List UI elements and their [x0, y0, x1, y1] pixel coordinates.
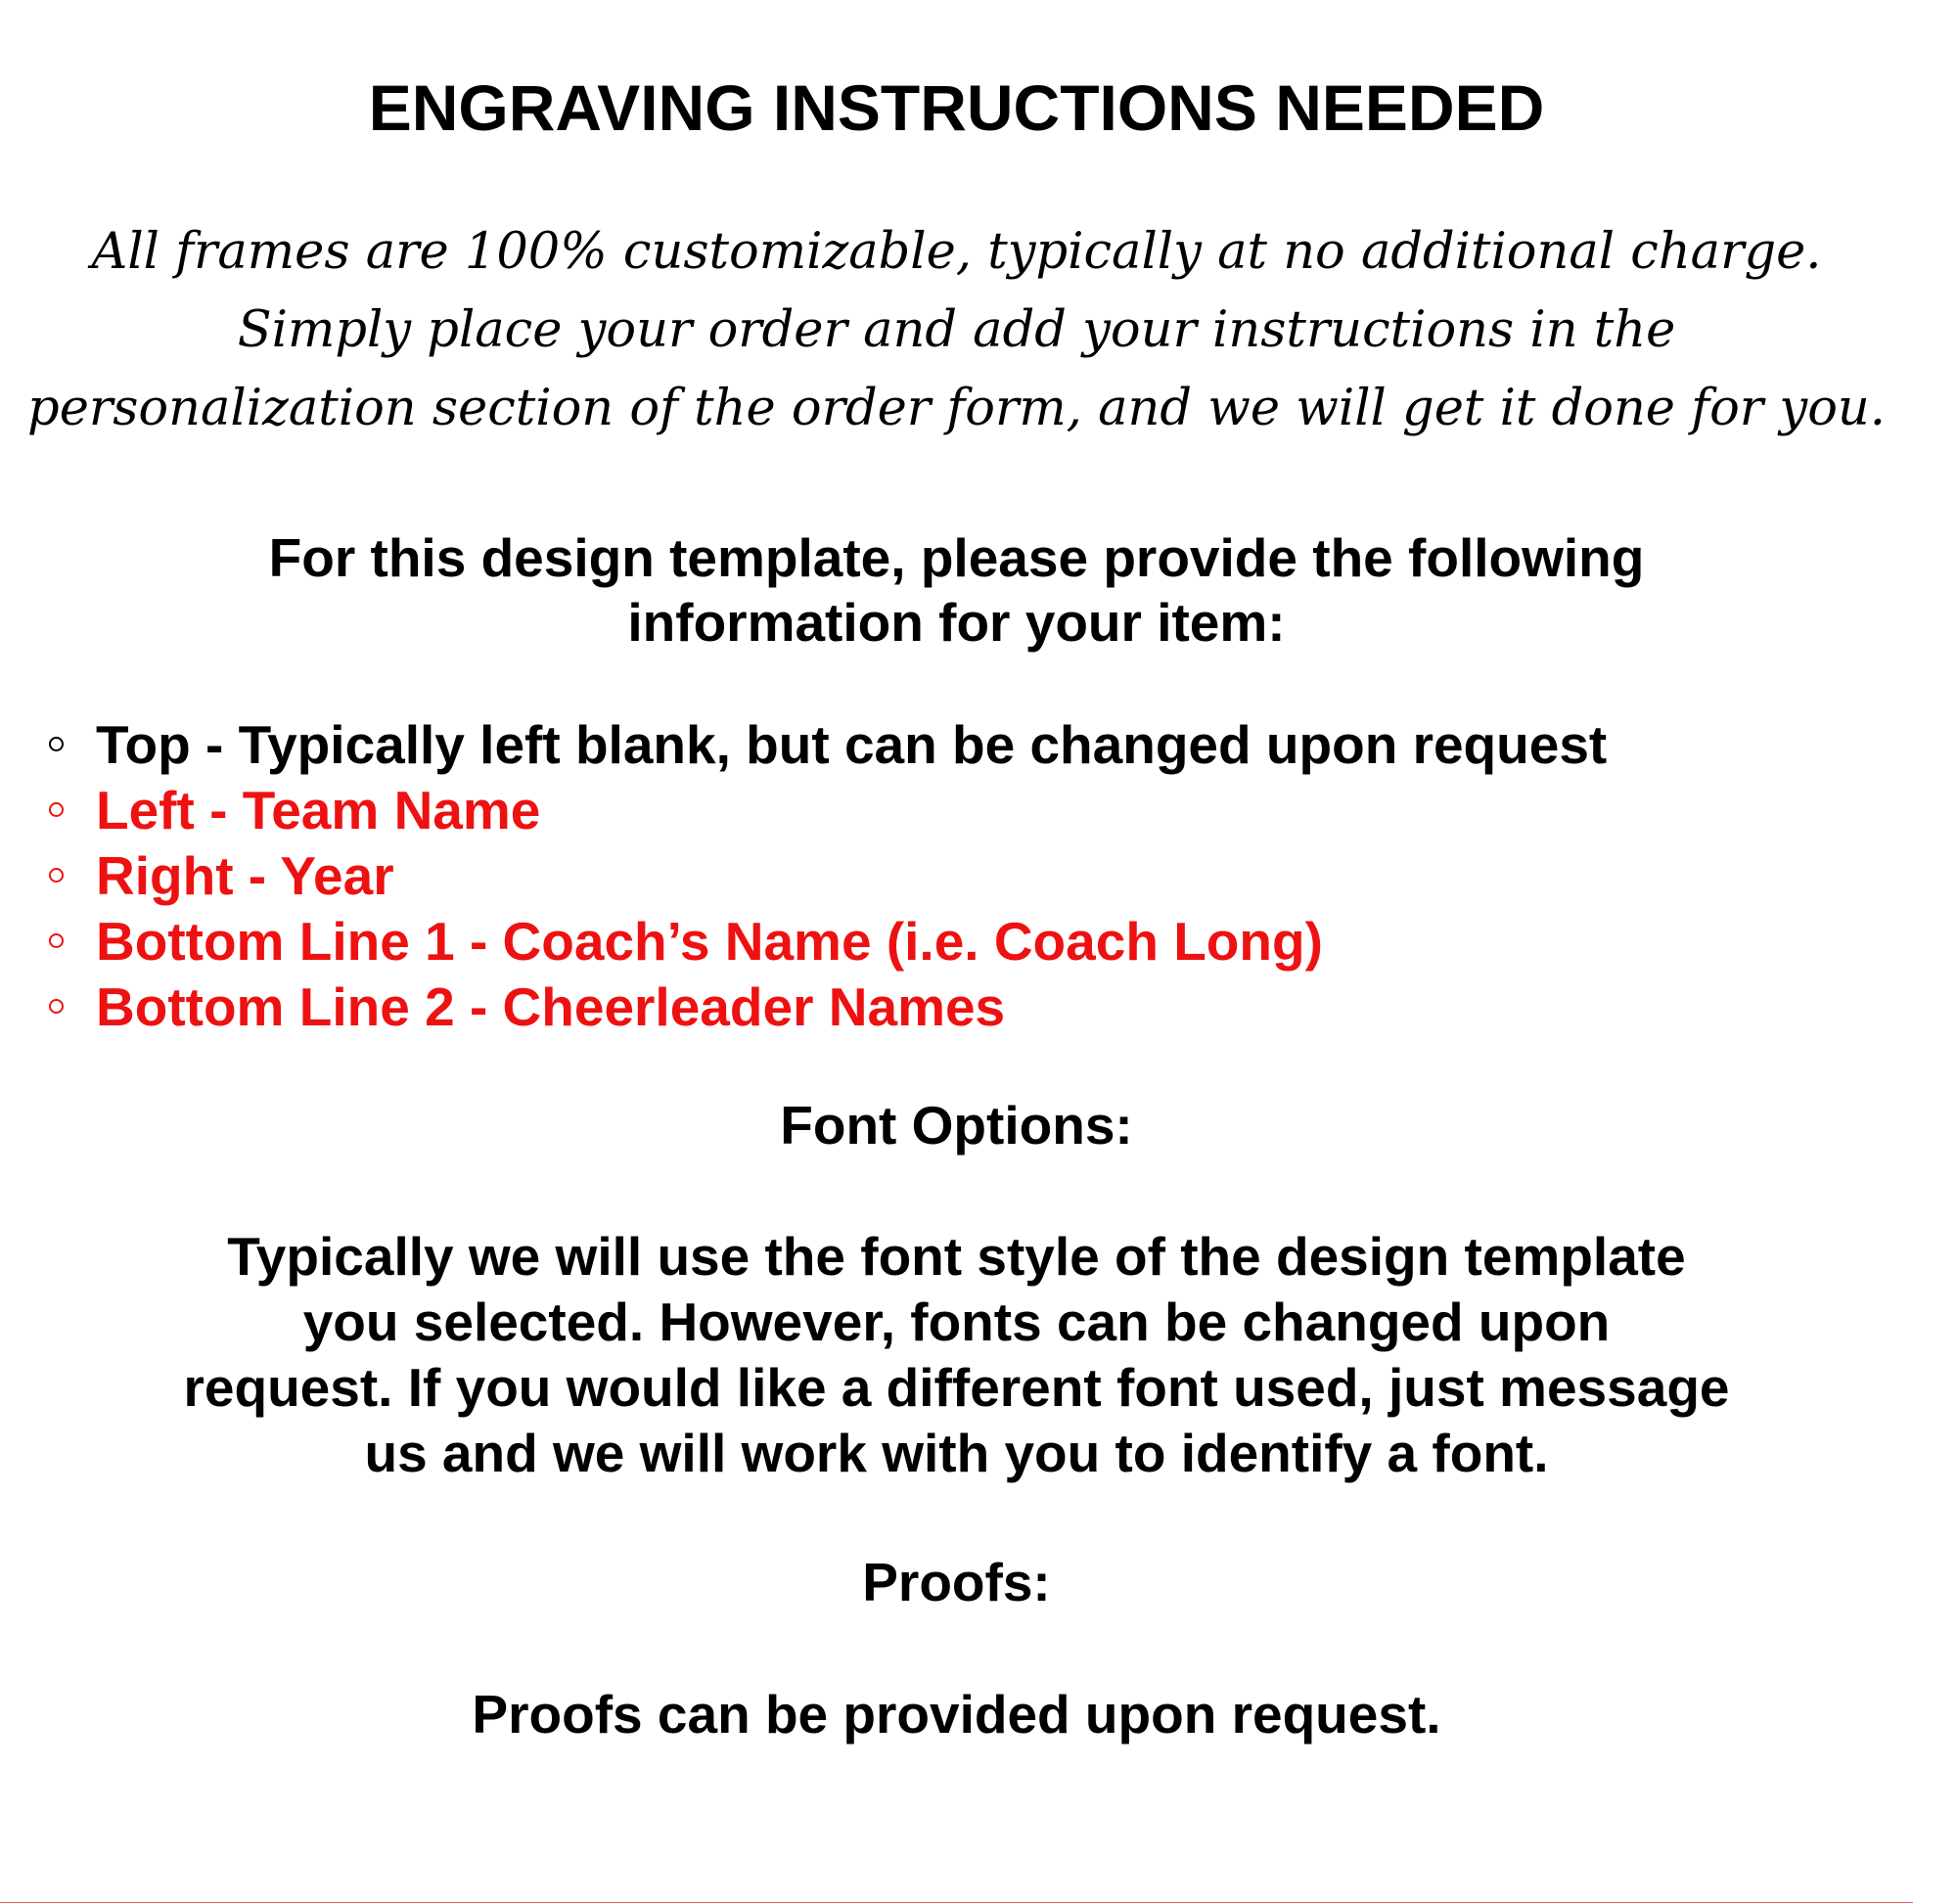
list-item-label: Bottom Line 1 - Coach’s Name (i.e. Coach Long)	[96, 911, 1323, 972]
font-options-line-4: us and we will work with you to identify a font.	[364, 1423, 1549, 1483]
list-item-right	[0, 843, 1913, 909]
list-item-label: Top - Typically left blank, but can be changed upon request	[96, 714, 1608, 775]
proofs-heading: Proofs:	[862, 1552, 1051, 1612]
list-item-label: Bottom Line 2 - Cheerleader Names	[96, 976, 1006, 1037]
list-item-left	[0, 778, 1913, 843]
font-options-line-1: Typically we will use the font style of the design template	[227, 1226, 1686, 1287]
bullet-icon	[49, 933, 64, 948]
intro-line-1: All frames are 100% customizable, typically at no additional charge.	[91, 223, 1822, 281]
template-heading-line-1: For this design template, please provide the following	[268, 527, 1645, 588]
template-heading-line-2: information for your item:	[627, 592, 1286, 653]
list-item-top	[0, 712, 1913, 778]
bullet-icon	[49, 999, 64, 1014]
font-options-line-3: request. If you would like a different font used, just message	[183, 1357, 1730, 1418]
intro-line-2: Simply place your order and add your instructions in the	[237, 301, 1676, 359]
bullet-icon	[49, 868, 64, 883]
list-item-label: Left - Team Name	[96, 780, 541, 840]
engraving-field-list	[0, 712, 1913, 1040]
list-item-bottom-line-1	[0, 909, 1913, 975]
bullet-icon	[49, 802, 64, 817]
page-margin	[1913, 0, 1957, 1904]
list-item-label: Right - Year	[96, 845, 394, 906]
bullet-icon	[49, 737, 64, 751]
page-title: ENGRAVING INSTRUCTIONS NEEDED	[368, 71, 1545, 144]
font-options-line-2: you selected. However, fonts can be changed upon	[302, 1292, 1611, 1352]
list-item-bottom-line-2	[0, 975, 1913, 1040]
intro-line-3: personalization section of the order form, and we will get it done for you.	[27, 380, 1886, 437]
font-options-heading: Font Options:	[780, 1095, 1133, 1156]
proofs-body: Proofs can be provided upon request.	[472, 1684, 1441, 1745]
